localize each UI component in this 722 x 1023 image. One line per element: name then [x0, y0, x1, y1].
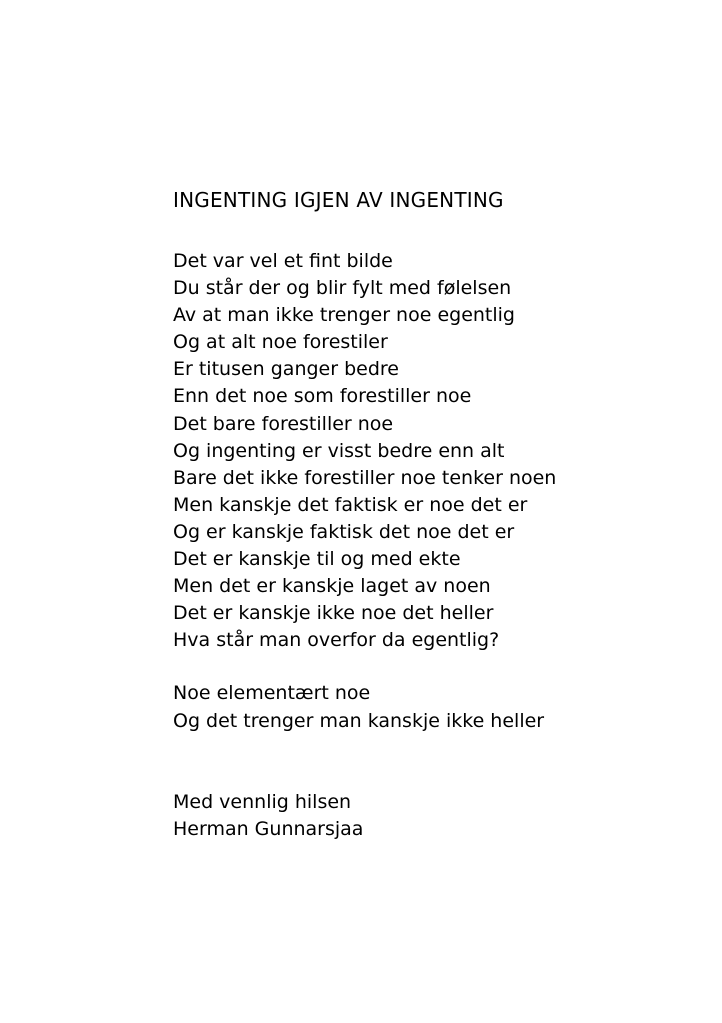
poem-line: Og at alt noe forestiler: [173, 331, 388, 354]
poem-line: Du står der og blir fylt med følelsen: [173, 277, 512, 300]
stanza-2: [173, 680, 693, 734]
poem-line: Bare det ikke forestiller noe tenker noen: [173, 466, 557, 489]
poem-line: Er titusen ganger bedre: [173, 358, 399, 381]
poem-title: INGENTING IGJEN AV INGENTING: [173, 188, 504, 212]
signature-name: Herman Gunnarsjaa: [173, 817, 364, 840]
poem-line: Men kanskje det faktisk er noe det er: [173, 493, 528, 516]
poem-line: Hva står man overfor da egentlig?: [173, 629, 500, 652]
poem-line: Det var vel et fint bilde: [173, 250, 393, 272]
poem: [173, 186, 693, 843]
poem-line: Enn det noe som forestiller noe: [173, 385, 472, 408]
poem-line: Det bare forestiller noe: [173, 412, 394, 435]
poem-line: Og ingenting er visst bedre enn alt: [173, 439, 505, 462]
poem-line: Og er kanskje faktisk det noe det er: [173, 520, 515, 543]
signature-greeting: Med vennlig hilsen: [173, 790, 352, 813]
poem-line: Det er kanskje til og med ekte: [173, 548, 461, 571]
poem-line: Det er kanskje ikke noe det heller: [173, 602, 494, 625]
poem-line: Men det er kanskje laget av noen: [173, 575, 491, 598]
signature-block: [173, 789, 693, 843]
poem-line: Noe elementært noe: [173, 682, 371, 705]
stanza-1: [173, 248, 693, 654]
poem-line: Av at man ikke trenger noe egentlig: [173, 304, 515, 327]
poem-line: Og det trenger man kanskje ikke heller: [173, 709, 545, 732]
